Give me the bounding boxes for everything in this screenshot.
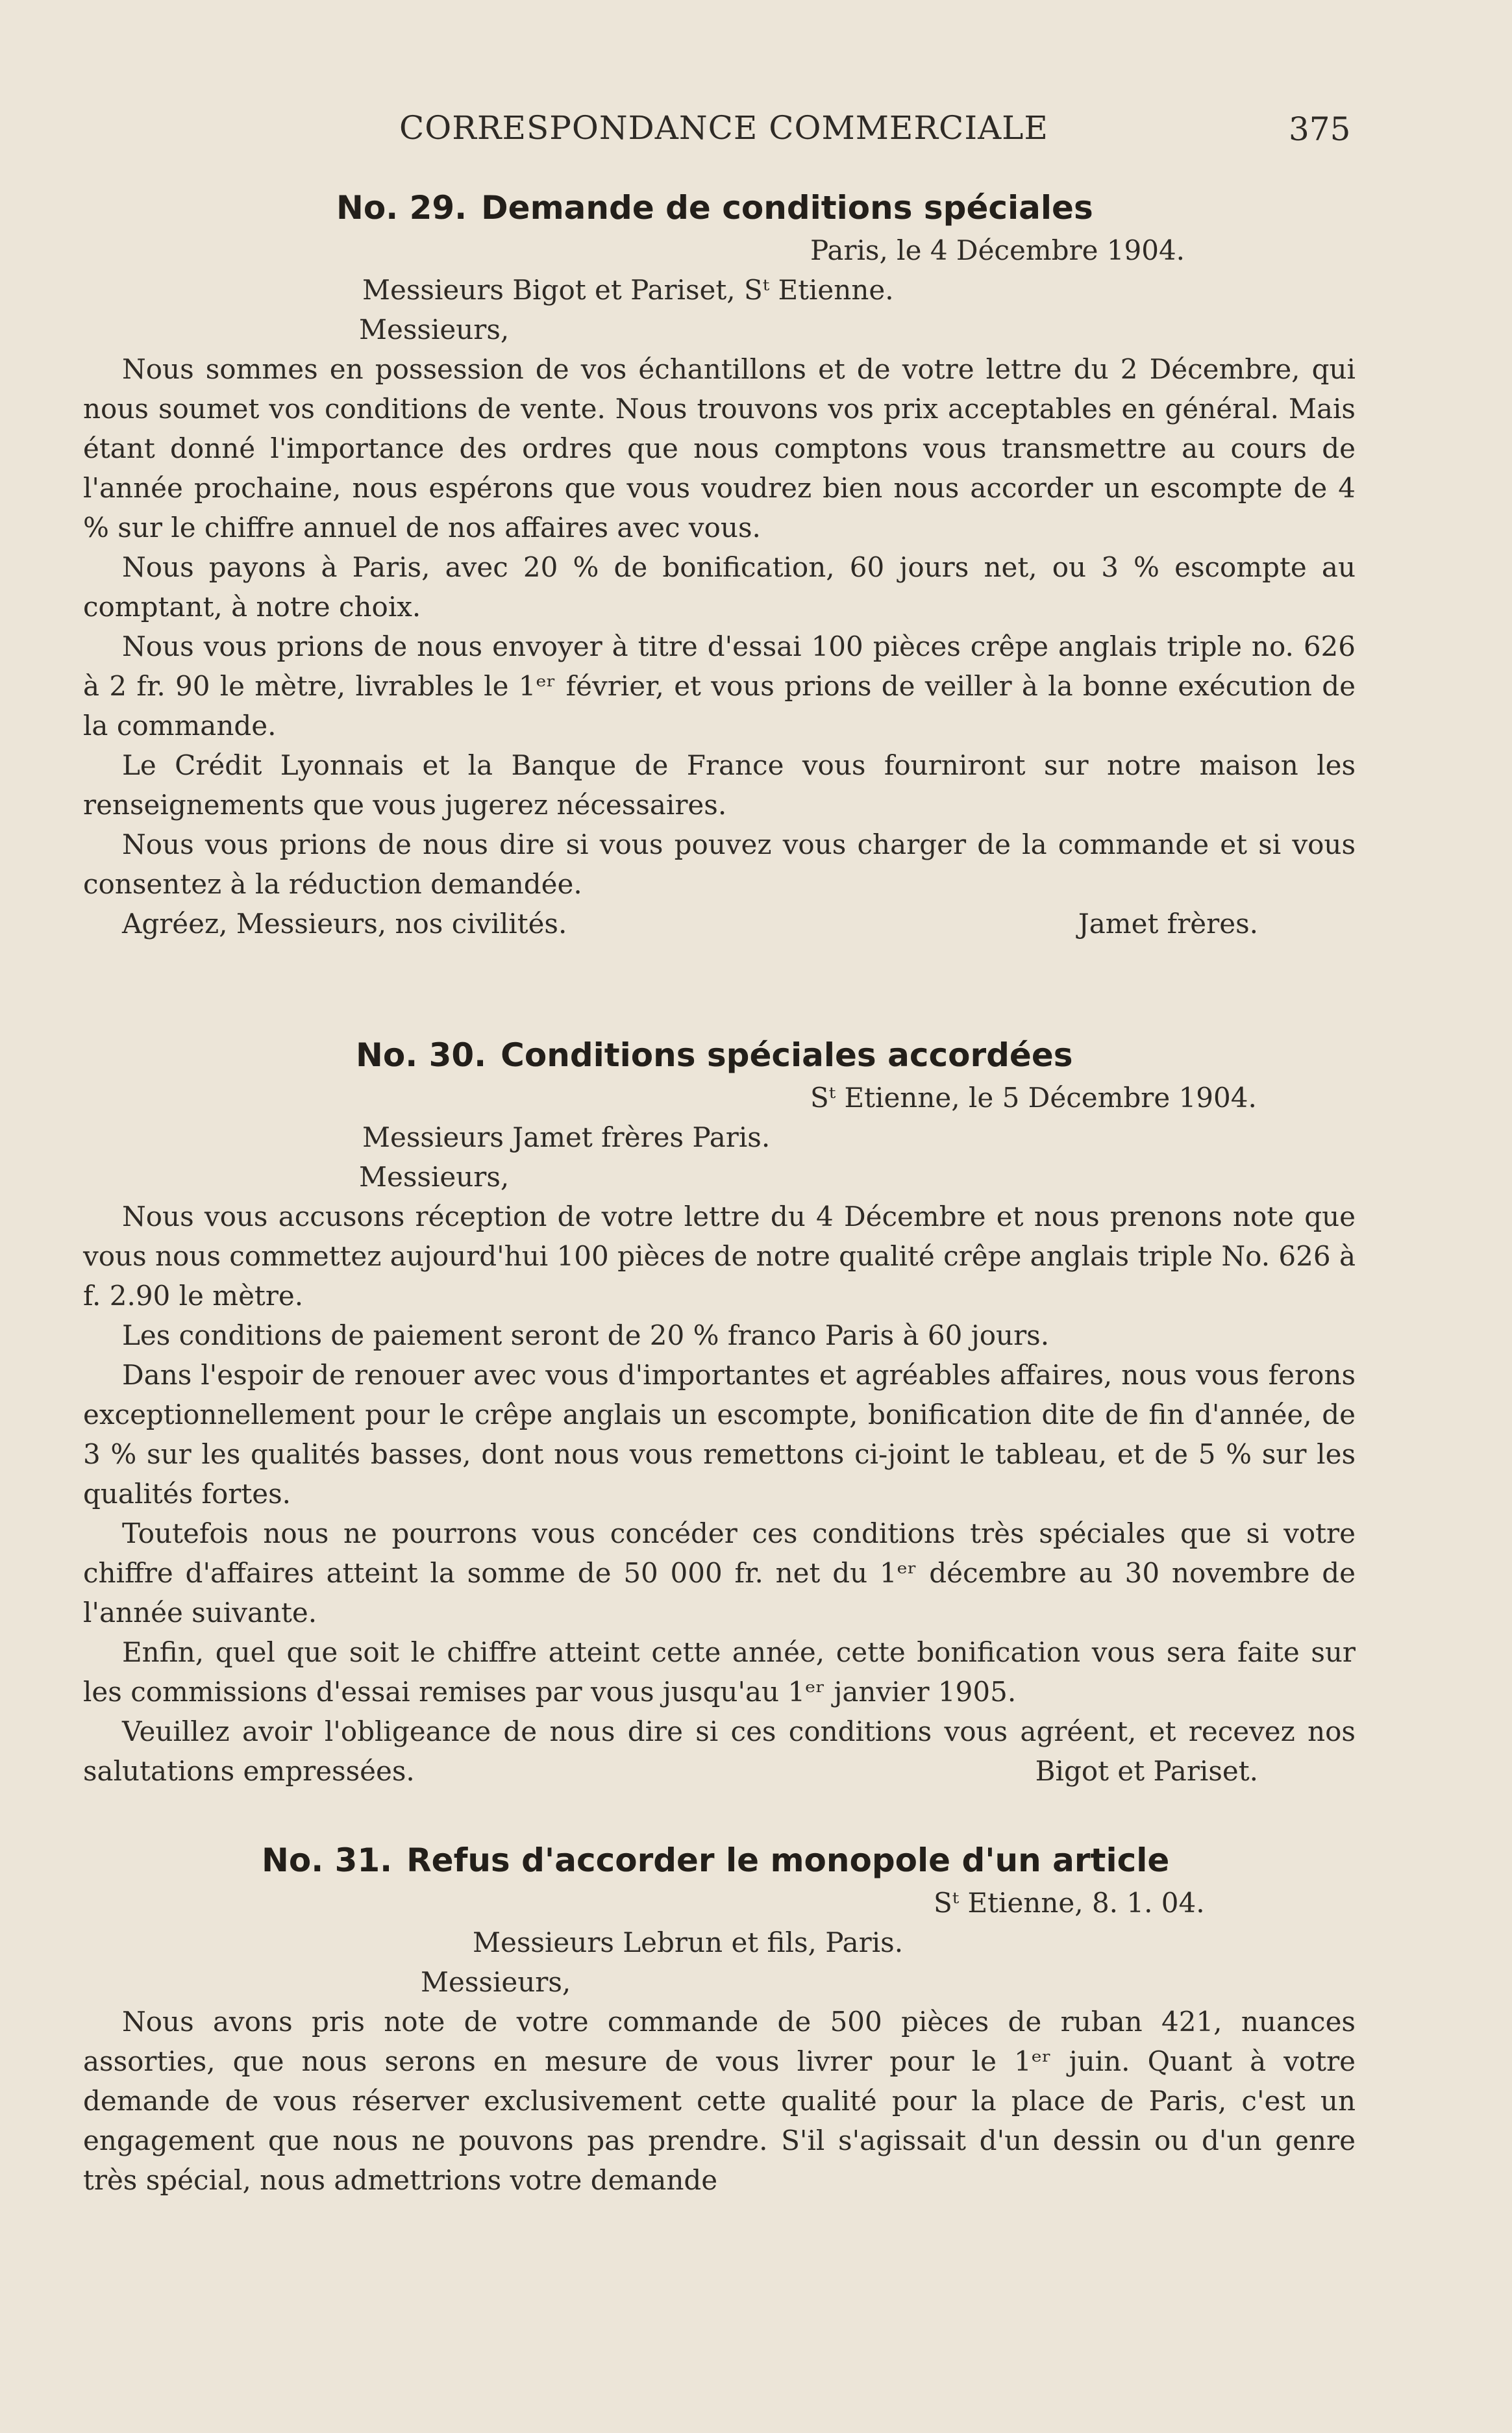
letter-address: Messieurs Bigot et Pariset, Sᵗ Etienne. — [362, 274, 894, 306]
letter-salutation: Messieurs, — [359, 314, 510, 345]
letter-date: Paris, le 4 Décembre 1904. — [810, 234, 1185, 266]
letter-number: No. 31. — [262, 1841, 393, 1879]
letter-30 — [83, 1032, 1356, 1791]
letter-31 — [83, 1838, 1356, 2200]
letter-number: No. 29. — [336, 189, 467, 227]
letter-heading — [83, 185, 1356, 231]
letter-salutation: Messieurs, — [359, 1161, 510, 1193]
letter-closing — [83, 1712, 1356, 1791]
letter-date: Sᵗ Etienne, le 5 Décembre 1904. — [810, 1082, 1257, 1114]
letter-date: Sᵗ Etienne, 8. 1. 04. — [934, 1887, 1205, 1919]
paragraph: Nous vous prions de nous envoyer à titre d'essai 100 pièces crêpe anglais triple no. 626 à 2 fr. 90 le mètre, livrables le 1ᵉʳ février, et vous prions de veiller à la bonne exécution de la commande. — [83, 630, 1356, 742]
letter-closing: Agréez, Messieurs, nos civilités. — [122, 908, 567, 940]
paragraph: Nous avons pris note de votre commande de 500 pièces de ruban 421, nuances assorties, que nous serons en mesure de vous livrer pour le 1ᵉʳ juin. Quant à votre demande de vous réserver exclusivement cette qualité pour la place de Paris, c'est un engagement que nous ne pouvons pas prendre. S'il s'agissait d'un dessin ou d'un genre très spécial, nous admettrions votre demande — [83, 2006, 1356, 2196]
letter-address: Messieurs Jamet frères Paris. — [362, 1121, 771, 1153]
letter-signature: Jamet frères. — [1078, 908, 1258, 940]
letter-heading — [83, 1032, 1356, 1078]
letter-heading — [83, 1838, 1356, 1883]
letter-salutation: Messieurs, — [421, 1966, 571, 1998]
letter-closing-text: Veuillez avoir l'obligeance de nous dire si ces conditions vous agréent, et recevez nos salutations empressées. — [83, 1716, 1356, 1787]
letter-number: No. 30. — [356, 1036, 487, 1074]
letter-address: Messieurs Lebrun et fils, Paris. — [473, 1927, 904, 1958]
paragraph: Nous sommes en possession de vos échantillons et de votre lettre du 2 Décembre, qui nous soumet vos conditions de vente. Nous trouvons vos prix acceptables en général. Mais étant donné l'importance des ordres que nous comptons vous transmettre au cours de l'année prochaine, nous espérons que vous voudrez bien nous accorder un escompte de 4 % sur le chiffre annuel de nos affaires avec vous. — [83, 353, 1356, 543]
page-number: 375 — [1289, 110, 1351, 148]
paragraph: Nous vous prions de nous dire si vous pouvez vous charger de la commande et si vous consentez à la réduction demandée. — [83, 829, 1356, 900]
paragraph: Les conditions de paiement seront de 20 % franco Paris à 60 jours. — [122, 1319, 1050, 1351]
paragraph: Toutefois nous ne pourrons vous concéder ces conditions très spéciales que si votre chiffre d'affaires atteint la somme de 50 000 fr. net du 1ᵉʳ décembre au 30 novembre de l'année suivante. — [83, 1517, 1356, 1628]
letter-title: Demande de conditions spéciales — [481, 189, 1093, 227]
paragraph: Nous payons à Paris, avec 20 % de bonification, 60 jours net, ou 3 % escompte au comptant, à notre choix. — [83, 551, 1356, 623]
letter-title: Conditions spéciales accordées — [501, 1036, 1073, 1074]
paragraph: Le Crédit Lyonnais et la Banque de France vous fourniront sur notre maison les renseignements que vous jugerez nécessaires. — [83, 749, 1356, 821]
letter-closing-line — [83, 904, 1356, 943]
paragraph: Dans l'espoir de renouer avec vous d'importantes et agréables affaires, nous vous ferons exceptionnellement pour le crêpe anglais un escompte, bonification dite de fin d'année, de 3 % sur les qualités basses, dont nous vous remettons ci-joint le tableau, et de 5 % sur les qualités fortes. — [83, 1359, 1356, 1510]
letter-29 — [83, 185, 1356, 943]
letter-title: Refus d'accorder le monopole d'un article — [406, 1841, 1170, 1879]
paragraph: Enfin, quel que soit le chiffre atteint cette année, cette bonification vous sera faite sur les commissions d'essai remises par vous jusqu'au 1ᵉʳ janvier 1905. — [83, 1636, 1356, 1708]
running-title: CORRESPONDANCE COMMERCIALE — [399, 109, 1048, 147]
letter-signature: Bigot et Pariset. — [1035, 1755, 1258, 1787]
paragraph: Nous vous accusons réception de votre lettre du 4 Décembre et nous prenons note que vous nous commettez aujourd'hui 100 pièces de notre qualité crêpe anglais triple No. 626 à f. 2.90 le mètre. — [83, 1201, 1356, 1312]
